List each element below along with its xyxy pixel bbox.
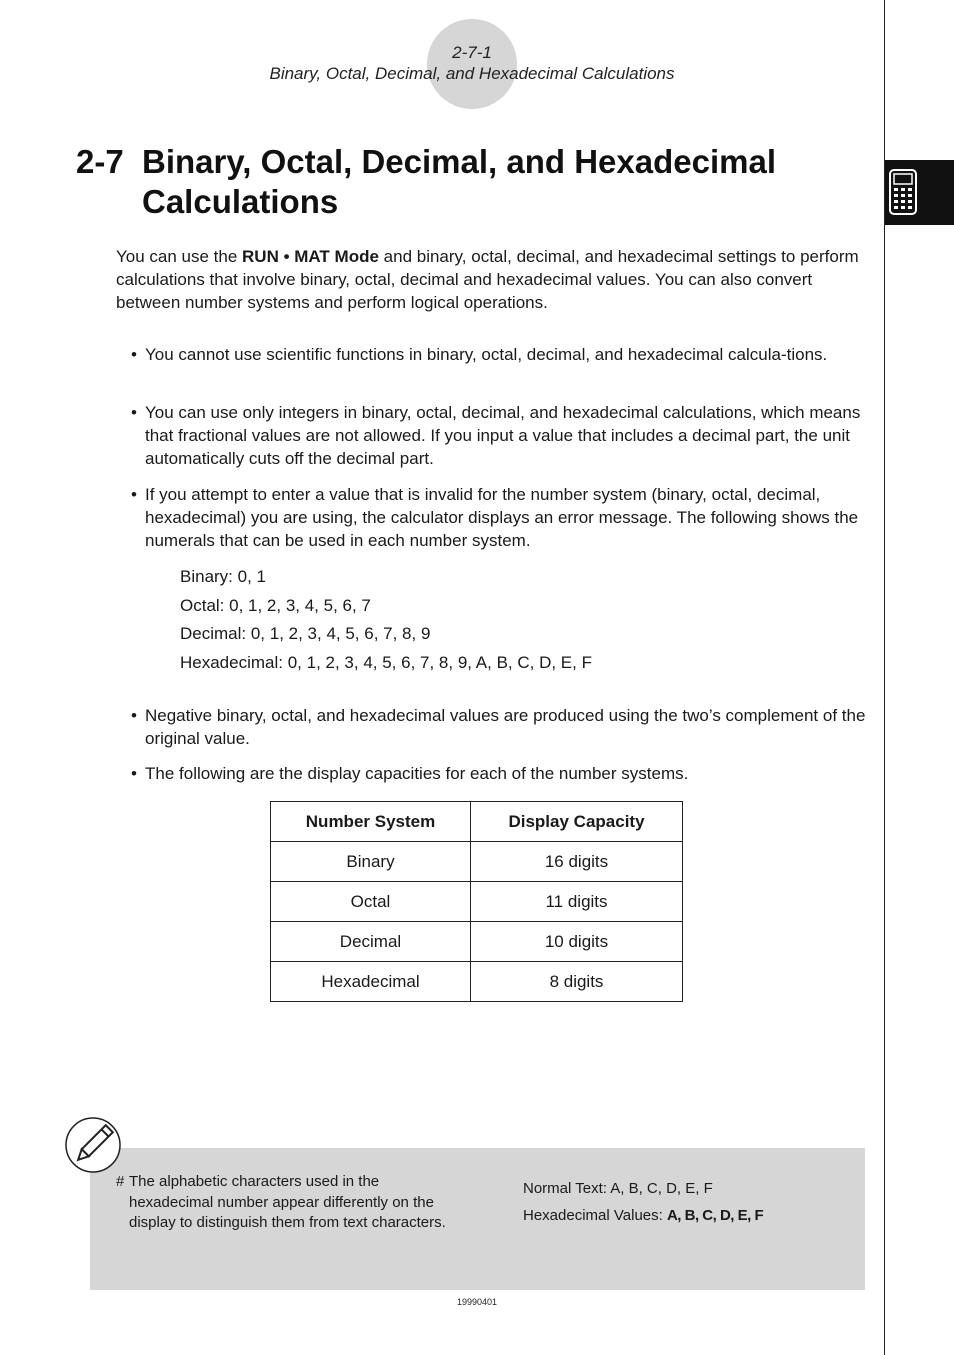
footer-code: 19990401 <box>456 1297 498 1307</box>
bullet-item: • You cannot use scientific functions in binary, octal, decimal, and hexadecimal calcula-tions. <box>131 343 885 366</box>
table-row <box>271 962 683 1002</box>
table-row <box>271 882 683 922</box>
bullet-item: • Negative binary, octal, and hexadecimal values are produced using the two’s complement of the original value. <box>131 704 885 750</box>
table-cell: 16 digits <box>471 842 683 882</box>
bullet-item: • If you attempt to enter a value that is invalid for the number system (binary, octal, decimal, hexadecimal) you are using, the calculator displays an error message. The following shows the numerals that can be used in each number system. <box>131 483 885 552</box>
table-row <box>271 842 683 882</box>
table-header-row <box>271 802 683 842</box>
intro-text-start: You can use the <box>116 247 243 266</box>
hex-values-label: Hexadecimal Values: <box>523 1207 667 1224</box>
hex-values: A, B, C, D, E, F <box>666 1207 764 1224</box>
table-cell: Decimal <box>271 922 471 962</box>
column-header: Number System <box>271 802 471 842</box>
table-cell: 11 digits <box>471 882 683 922</box>
hex-values-example <box>523 1202 763 1229</box>
section-title-line1: Binary, Octal, Decimal, and Hexadecimal <box>142 143 776 180</box>
page-number: 2-7-1 <box>452 43 492 62</box>
chapter-tab <box>885 160 954 225</box>
numerals-binary: Binary: 0, 1 <box>180 567 266 586</box>
table-cell: Octal <box>271 882 471 922</box>
section-title <box>76 142 776 222</box>
table-cell: 8 digits <box>471 962 683 1002</box>
mode-name: RUN • MAT Mode <box>242 247 379 266</box>
bullet-item: • You can use only integers in binary, octal, decimal, and hexadecimal calculations, which means that fractional values are not allowed. If you input a value that includes a decimal part, the unit automatically cuts off the decimal part. <box>131 401 885 470</box>
intro-paragraph <box>116 245 861 314</box>
bullet-item: • The following are the display capacities for each of the number systems. <box>131 762 885 785</box>
note-examples <box>523 1175 763 1229</box>
section-title-line2: Calculations <box>142 183 339 220</box>
running-title: Binary, Octal, Decimal, and Hexadecimal Calculations <box>269 64 675 83</box>
display-capacity-table <box>270 801 683 1002</box>
pencil-icon <box>64 1116 122 1174</box>
calculator-icon <box>888 168 918 216</box>
table-cell: Hexadecimal <box>271 962 471 1002</box>
section-number: 2-7 <box>76 143 124 180</box>
table-cell: 10 digits <box>471 922 683 962</box>
table-cell: Binary <box>271 842 471 882</box>
numerals-hexadecimal: Hexadecimal: 0, 1, 2, 3, 4, 5, 6, 7, 8, 9, A, B, C, D, E, F <box>180 653 592 672</box>
note-marker: # <box>116 1173 125 1190</box>
numerals-decimal: Decimal: 0, 1, 2, 3, 4, 5, 6, 7, 8, 9 <box>180 624 431 643</box>
table-row <box>271 922 683 962</box>
note-text <box>116 1172 449 1234</box>
intro-text-end: and binary, octal, decimal, and hexadecimal settings to perform calculations that involve binary, octal, decimal and hexadecimal values. You can also convert between number systems and perform logical operations. <box>116 247 859 312</box>
numerals-octal: Octal: 0, 1, 2, 3, 4, 5, 6, 7 <box>180 596 371 615</box>
note-body: The alphabetic characters used in the hexadecimal number appear differently on the display to distinguish them from text characters. <box>129 1173 446 1231</box>
column-header: Display Capacity <box>471 802 683 842</box>
normal-text-example: Normal Text: A, B, C, D, E, F <box>523 1180 713 1197</box>
